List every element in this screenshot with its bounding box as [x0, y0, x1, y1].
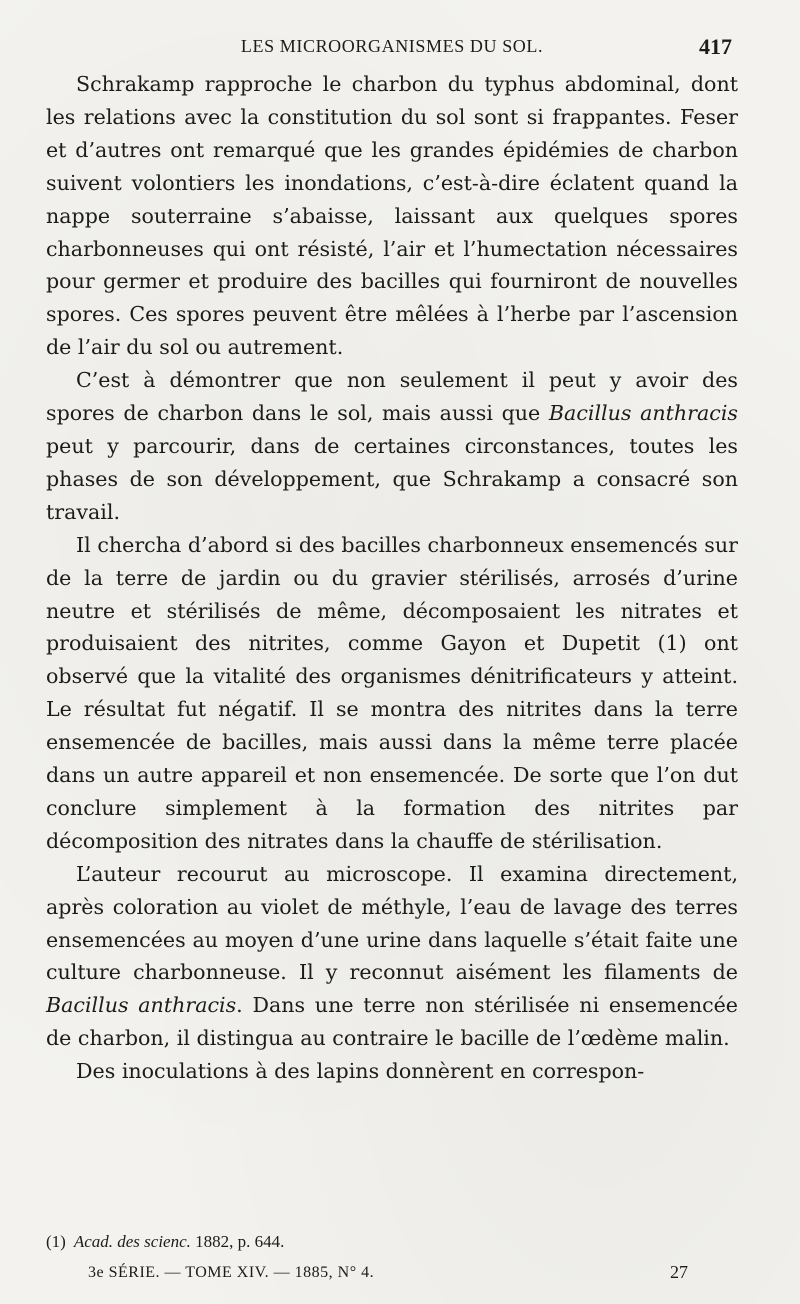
paragraph-text: . Dans une terre non stérilisée ni ensemencée de charbon, il distingua au contraire le bacille de l’œdème malin.	[46, 993, 738, 1051]
paragraph-text: Des inoculations à des lapins donnèrent en correspon-	[76, 1059, 645, 1084]
paragraph-text: Schrakamp rapproche le charbon du typhus abdominal, dont les relations avec la constitution du sol sont si frappantes. Feser et d’autres ont remarqué que les grandes épidémies de charbon suivent volontiers les inondations, c’est-à-dire éclatent quand la nappe souterraine s’abaisse, laissant aux quelques spores charbonneuses qui ont résisté, l’air et l’humectation nécessaires pour germer et produire des bacilles qui fourniront de nouvelles spores. Ces spores peuvent être mêlées à l’herbe par l’ascension de l’air du sol ou autrement.	[46, 72, 738, 360]
italic-term: Bacillus anthracis	[548, 401, 738, 426]
page-number: 417	[699, 34, 732, 59]
footnote-number: (1)	[46, 1232, 66, 1251]
paragraph-text: L’auteur recourut au microscope. Il examina directement, après coloration au violet de méthyle, l’eau de lavage des terres ensemencées au moyen d’une urine dans laquelle s’était faite une culture charbonneuse. Il y reconnut aisément les filaments de	[46, 861, 738, 985]
paragraph	[46, 68, 738, 364]
paragraph-text: C’est à démontrer que non seulement il peut y avoir des spores de charbon dans le sol, mais aussi que	[46, 368, 738, 426]
paragraph	[46, 364, 738, 529]
signature-left: 3e SÉRIE. — TOME XIV. — 1885, N° 4.	[88, 1264, 375, 1281]
paragraph-text: peut y parcourir, dans de certaines circonstances, toutes les phases de son développement, que Schrakamp a consacré son travail.	[46, 433, 738, 524]
paragraph	[46, 529, 738, 858]
signature-number: 27	[670, 1262, 688, 1282]
footnote-source: Acad. des scienc.	[73, 1232, 191, 1251]
running-title: LES MICROORGANISMES DU SOL.	[240, 36, 544, 56]
footnote	[46, 1232, 738, 1252]
paragraph	[46, 858, 738, 1055]
body-text	[46, 68, 738, 1088]
signature-line	[88, 1264, 688, 1288]
footnote-rest: 1882, p. 644.	[190, 1232, 285, 1251]
italic-term: Bacillus anthracis	[46, 993, 237, 1018]
paragraph-text: Il chercha d’abord si des bacilles charbonneux ensemencés sur de la terre de jardin ou du gravier stérilisés, arrosés d’urine neutre et stérilisés de même, décomposaient les nitrates et produisaient des nitrites, comme Gayon et Dupetit (1) ont observé que la vitalité des organismes dénitrificateurs y atteint. Le résultat fut négatif. Il se montra des nitrites dans la terre ensemencée de bacilles, mais aussi dans la même terre placée dans un autre appareil et non ensemencée. De sorte que l’on dut conclure simplement à la formation des nitrites par décomposition des nitrates dans la chauffe de stérilisation.	[46, 532, 738, 853]
paragraph	[46, 1055, 738, 1088]
page-header	[46, 34, 738, 60]
